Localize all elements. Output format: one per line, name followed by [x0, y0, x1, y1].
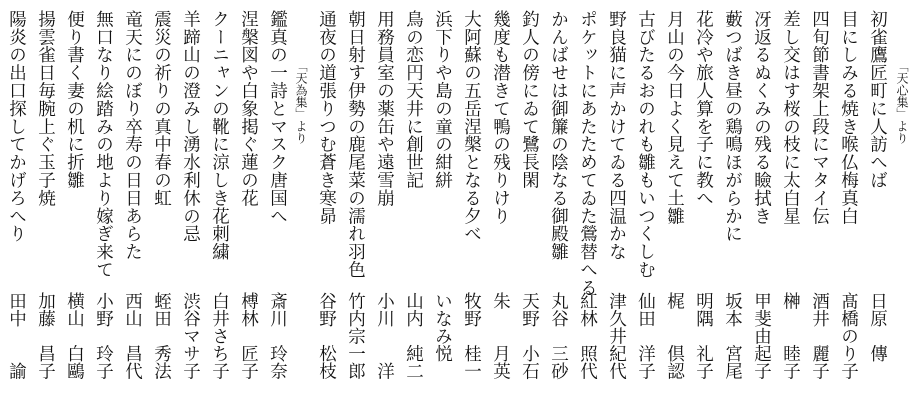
author-name: 坂本 宮尾 — [722, 292, 743, 380]
author-name: 明隅 礼子 — [693, 292, 714, 380]
haiku-column: 目にしみる焼き喉仏梅真白 — [838, 10, 859, 225]
author-name: 西山 昌代 — [122, 292, 143, 380]
haiku-column: 揚雲雀日毎腕上ぐ玉子焼 — [35, 10, 56, 207]
haiku-column: 鑑真の一詩とマスク唐国へ — [267, 10, 288, 225]
haiku-column: ポケットにあたためてゐた鶯替へる — [577, 10, 598, 297]
haiku-column: 花冷や旅人算を子に教へ — [693, 10, 714, 207]
author-name: 竹内宗一郎 — [345, 292, 366, 380]
author-name: 斎川 玲奈 — [267, 292, 288, 380]
haiku-column: 野良猫に声かけてゐる四温かな — [606, 10, 627, 261]
author-name: 小川 洋 — [374, 292, 395, 380]
author-name: 紅林 照代 — [577, 292, 598, 380]
author-name: 天野 小石 — [519, 292, 540, 380]
author-name: 梶 倶認 — [664, 292, 685, 380]
author-name: 酒井 麗子 — [809, 292, 830, 380]
haiku-column: 陽炎の出口探してかげろへり — [6, 10, 27, 243]
haiku-column: 便り書く妻の机に折雛 — [64, 10, 85, 189]
author-name: 渋谷マサ子 — [180, 292, 201, 380]
author-name: 小野 玲子 — [93, 292, 114, 380]
haiku-column: 幾度も潜きて鴨の残りけり — [490, 10, 511, 225]
source-label-tenshin: 「天心集」より — [895, 60, 909, 144]
author-name: 仙田 洋子 — [635, 292, 656, 380]
author-name: 牧野 桂一 — [461, 292, 482, 380]
author-name: いなみ悦 — [432, 292, 453, 362]
author-name: 白井さち子 — [209, 292, 230, 380]
author-name: 田中 諭 — [6, 292, 27, 380]
haiku-column: 藪つばき昼の鶏鳴ほがらかに — [722, 10, 743, 243]
author-name: 日原 傳 — [867, 292, 888, 362]
haiku-column: 朝日射す伊勢の鹿尾菜の濡れ羽色 — [345, 10, 366, 279]
haiku-column: 無口なり絵踏みの地より嫁ぎ来て — [93, 10, 114, 279]
haiku-column: 通夜の道張りつむ蒼き寒昴 — [316, 10, 337, 225]
haiku-column: 浜下りや島の童の紺絣 — [432, 10, 453, 189]
haiku-column: 四旬節書架上段にマタイ伝 — [809, 10, 830, 225]
haiku-column: 竜天にのぼり卒寿の日日あらた — [122, 10, 143, 261]
haiku-column: かんばせは御簾の陰なる御殿雛 — [548, 10, 569, 261]
author-name: 丸谷 三砂 — [548, 292, 569, 380]
haiku-column: クーニャンの靴に涼しき花刺繍 — [209, 10, 230, 261]
author-name: 榊 睦子 — [780, 292, 801, 380]
author-name: 朱 月英 — [490, 292, 511, 380]
author-name: 榑林 匠子 — [238, 292, 259, 380]
author-name: 山内 純二 — [403, 292, 424, 380]
author-name: 加藤 昌子 — [35, 292, 56, 380]
author-name: 津久井紀代 — [606, 292, 627, 380]
haiku-column: 古びたるおのれも雛もいつくしむ — [635, 10, 656, 279]
source-label-teni: 「天為集」より — [294, 60, 308, 144]
haiku-column: 月山の今日よく見えて土雛 — [664, 10, 685, 225]
haiku-column: 大阿蘇の五岳涅槃となる夕べ — [461, 10, 482, 243]
haiku-column: 冴返るぬくみの残る瞼拭き — [751, 10, 772, 225]
haiku-column: 羊蹄山の澄みし湧水利休の忌 — [180, 10, 201, 243]
author-name: 横山 白鷗 — [64, 292, 85, 380]
haiku-column: 用務員室の薬缶や遠雪崩 — [374, 10, 395, 207]
haiku-column: 震災の祈りの真中春の虹 — [151, 10, 172, 207]
haiku-column: 差し交はす桜の枝に太白星 — [780, 10, 801, 225]
haiku-column: 初雀鷹匠町に人訪へば — [867, 10, 888, 189]
haiku-column: 涅槃図や白象掲ぐ蓮の花 — [238, 10, 259, 207]
author-name: 蛭田 秀法 — [151, 292, 172, 380]
author-name: 甲斐由起子 — [751, 292, 772, 380]
haiku-column: 鳥の恋円天井に創世記 — [403, 10, 424, 189]
author-name: 髙橋のり子 — [838, 292, 859, 380]
haiku-column: 釣人の傍にゐて鷺長閑 — [519, 10, 540, 189]
author-name: 谷野 松枝 — [316, 292, 337, 380]
